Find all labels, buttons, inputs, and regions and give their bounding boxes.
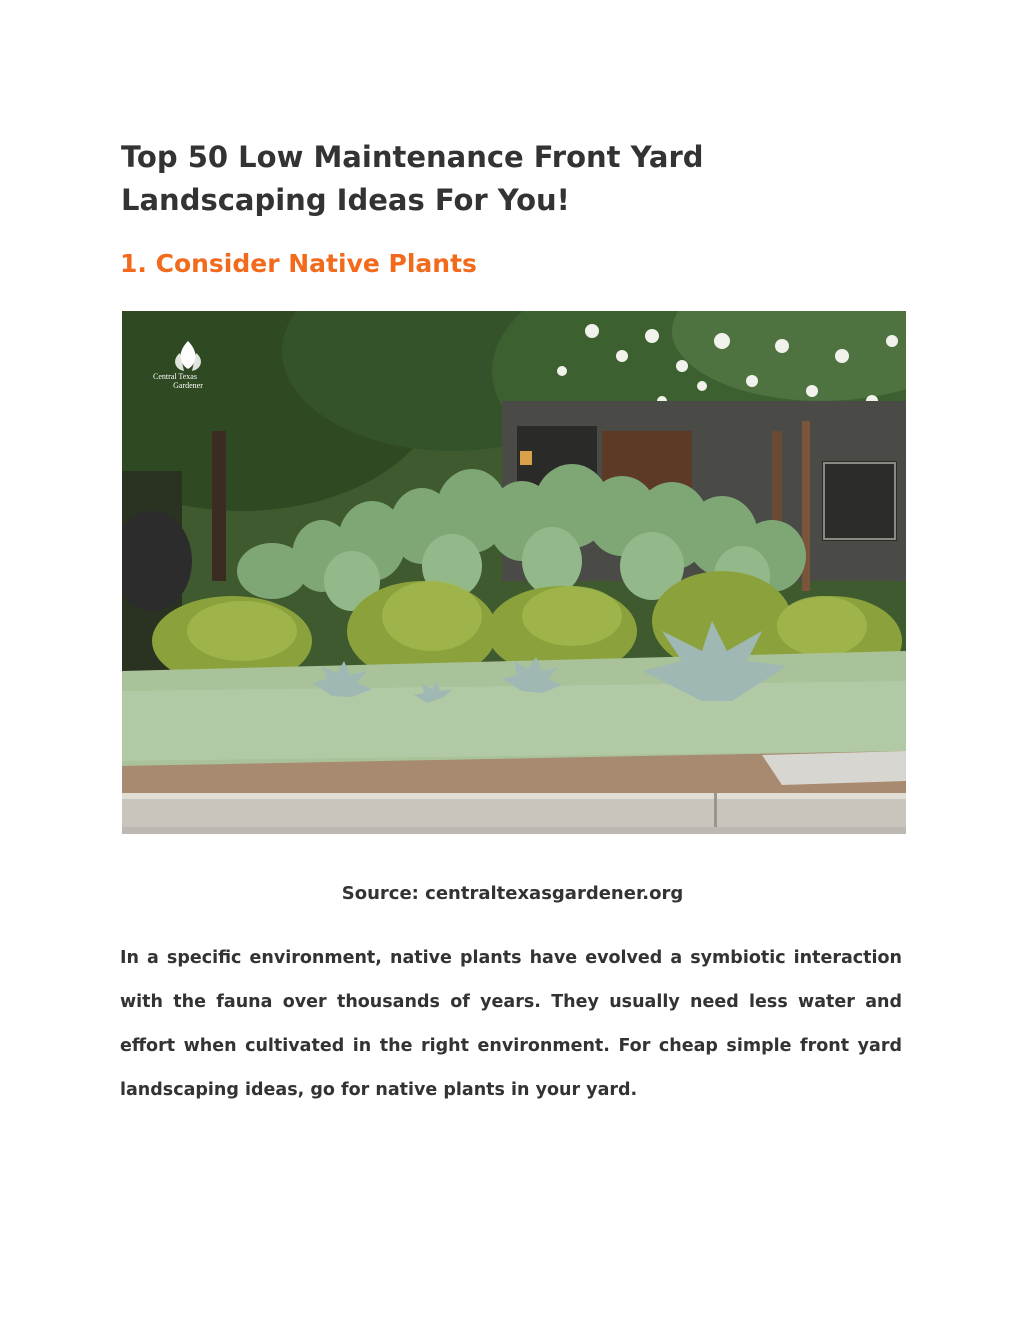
image-caption: Source: centraltexasgardener.org (341, 883, 684, 904)
logo-text-line2: Gardener (173, 381, 203, 390)
body-paragraph: In a specific environment, native plants have evolved a symbiotic interaction with the fauna over thousands of years. They usually need less water and effort when cultivated in the right environment. For cheap simple front yard landscaping ideas, go for native plants in your yard. (120, 948, 902, 1100)
section-heading: 1. Consider Native Plants (120, 249, 477, 278)
landscape-photo (122, 311, 906, 834)
page-title: Top 50 Low Maintenance Front Yard Landscaping Ideas For You! (121, 140, 704, 217)
logo-text-line1: Central Texas (153, 372, 197, 381)
